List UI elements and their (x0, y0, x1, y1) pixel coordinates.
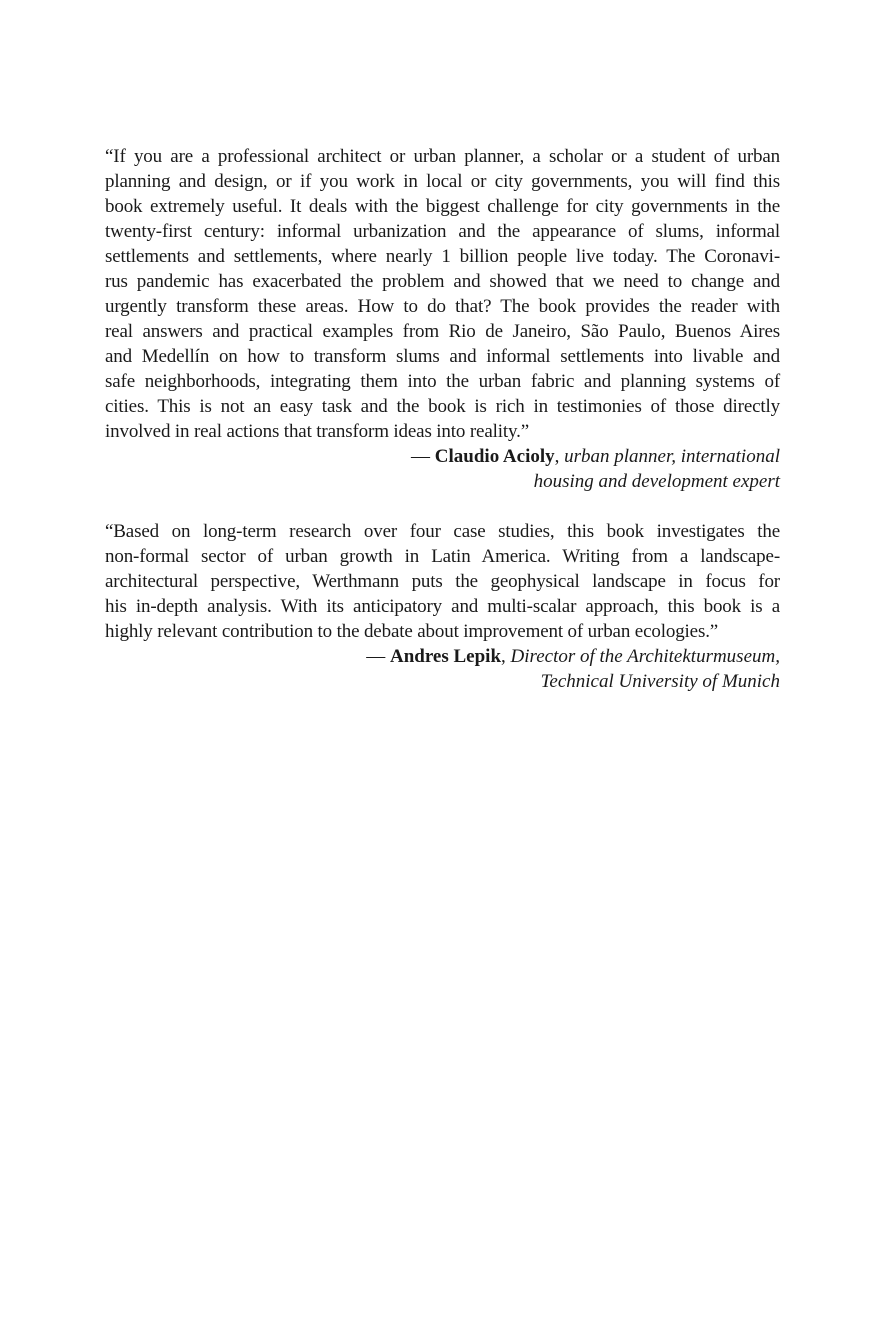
author-role: Director of the Architekturmuseum, (510, 646, 780, 667)
quote-line: cities. This is not an easy task and the book is rich in testimonies of those directly (105, 396, 780, 417)
attribution-dash: — (411, 446, 435, 467)
quote-line: urgently transform these areas. How to do that? The book provides the reader with (105, 296, 780, 317)
author-name: Claudio Acioly (434, 446, 555, 467)
endorsements (105, 144, 780, 694)
quote-line: and Medellín on how to transform slums and informal settlements into livable and (105, 346, 780, 367)
quote-line: architectural perspective, Werthmann puts the geophysical landscape in focus for (105, 571, 780, 592)
author-role: Technical University of Munich (540, 671, 780, 692)
attribution (105, 444, 780, 494)
author-name: Andres Lepik (389, 646, 502, 667)
attribution-dash: — (366, 646, 390, 667)
quote-line: highly relevant contribution to the debate about improvement of urban ecologies.” (105, 621, 719, 642)
quote-line: involved in real actions that transform ideas into reality.” (105, 421, 529, 442)
quote-line: “If you are a professional architect or urban planner, a scholar or a student of urban (105, 146, 780, 167)
quote-line: safe neighborhoods, integrating them into the urban fabric and planning systems of (105, 371, 780, 392)
quote-line: planning and design, or if you work in local or city governments, you will find this (105, 171, 780, 192)
endorsement-lepik (105, 519, 780, 694)
quote-line: “Based on long-term research over four case studies, this book investigates the (105, 521, 780, 542)
quote-line: non-formal sector of urban growth in Latin America. Writing from a landscape- (105, 546, 780, 567)
attribution (105, 644, 780, 694)
quote-line: rus pandemic has exacerbated the problem and showed that we need to change and (105, 271, 780, 292)
quote-line: his in-depth analysis. With its anticipatory and multi-scalar approach, this book is a (105, 596, 780, 617)
author-role: urban planner, international (564, 446, 780, 467)
quote-line: settlements and settlements, where nearly 1 billion people live today. The Coronavi- (105, 246, 780, 267)
attribution-separator: , (501, 646, 511, 667)
quote-line: twenty-first century: informal urbanization and the appearance of slums, informal (105, 221, 780, 242)
quote-line: book extremely useful. It deals with the biggest challenge for city governments in the (105, 196, 780, 217)
quote-line: real answers and practical examples from Rio de Janeiro, São Paulo, Buenos Aires (105, 321, 780, 342)
author-role: housing and development expert (533, 471, 780, 492)
attribution-separator: , (554, 446, 565, 467)
endorsement-acioly (105, 144, 780, 494)
quote-text (105, 519, 780, 644)
quote-text (105, 144, 780, 444)
